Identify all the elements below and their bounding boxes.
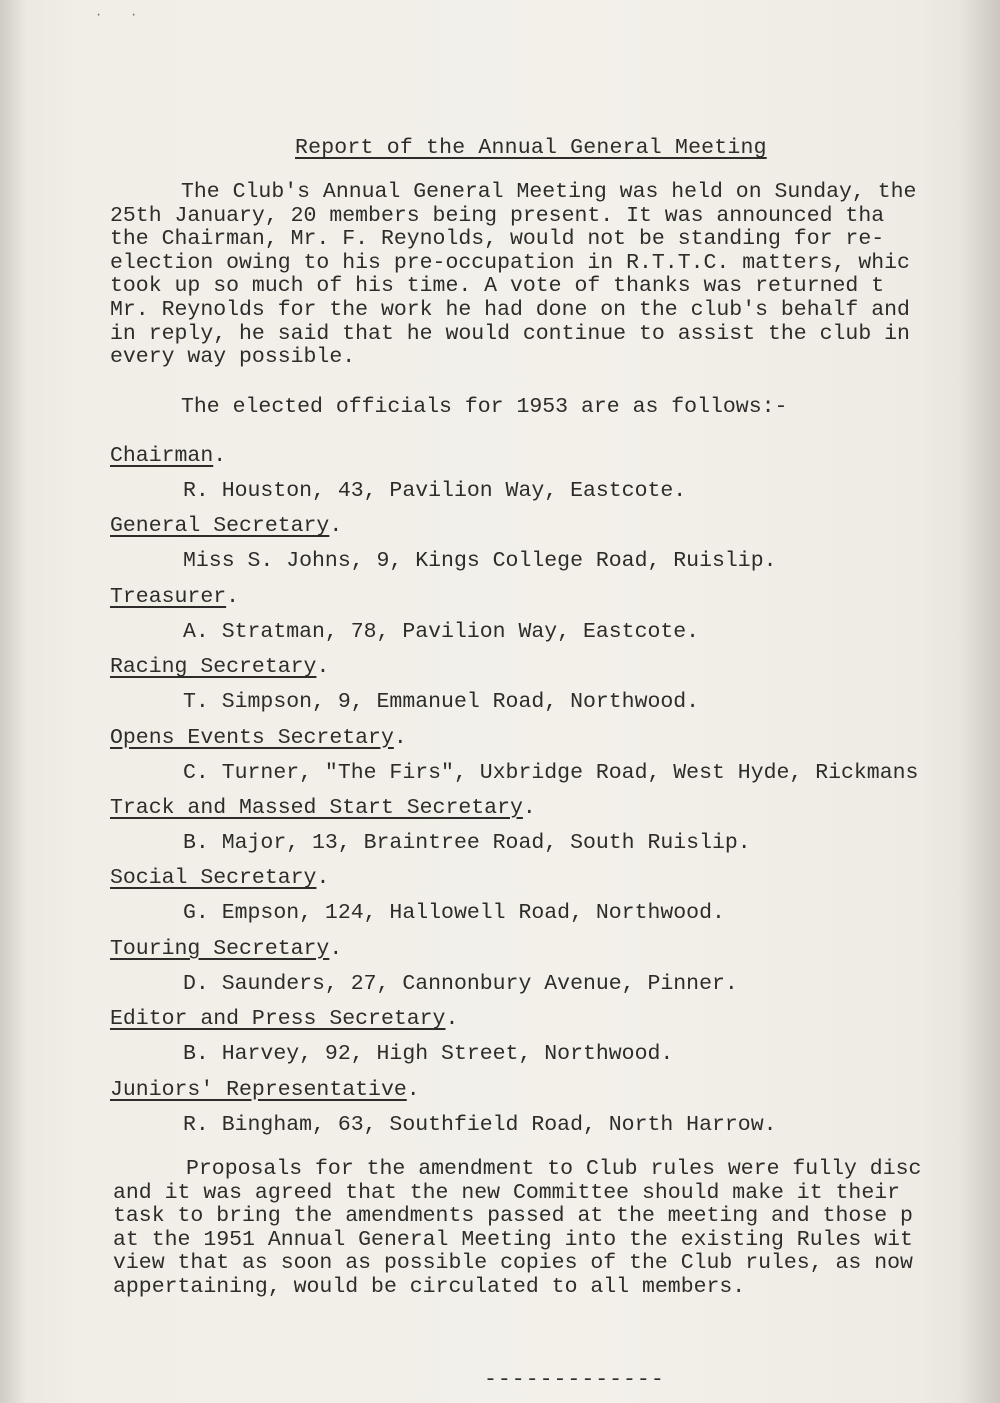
paragraph-line: The Club's Annual General Meeting was held on Sunday, the: [181, 180, 917, 204]
official-role: Treasurer.: [110, 584, 240, 609]
official-entry: [110, 1078, 1000, 1148]
paragraph-line: 25th January, 20 members being present. It was announced tha: [110, 203, 885, 228]
paragraph-rules-amendment: [113, 1158, 1000, 1300]
official-holder: Miss S. Johns, 9, Kings College Road, Ruislip.: [183, 549, 777, 574]
official-role: General Secretary.: [110, 514, 343, 539]
paragraph-line: task to bring the amendments passed at the meeting and those p: [113, 1204, 913, 1229]
paragraph-line: every way possible.: [110, 345, 356, 370]
official-entry: [110, 937, 1000, 1007]
official-holder: R. Bingham, 63, Southfield Road, North Harrow.: [183, 1112, 777, 1137]
official-entry: [110, 444, 1000, 514]
official-holder: B. Major, 13, Braintree Road, South Ruislip.: [183, 830, 751, 855]
official-role: Racing Secretary.: [110, 655, 330, 680]
official-holder: B. Harvey, 92, High Street, Northwood.: [183, 1042, 674, 1067]
official-entry: [110, 726, 1000, 796]
paragraph-line: Proposals for the amendment to Club rules were fully disc: [186, 1157, 922, 1181]
official-entry: [110, 514, 1000, 584]
official-role: Editor and Press Secretary.: [110, 1007, 459, 1032]
paragraph-line: and it was agreed that the new Committee should make it their: [113, 1180, 901, 1205]
paragraph-line: view that as soon as possible copies of the Club rules, as now: [113, 1251, 913, 1276]
official-role: Chairman.: [110, 444, 227, 468]
paragraph-line: in reply, he said that he would continue to assist the club in: [110, 321, 910, 346]
official-entry: [110, 1007, 1000, 1077]
paper-speck: ·: [95, 8, 103, 22]
section-separator: -------------: [484, 1368, 665, 1392]
official-role: Juniors' Representative.: [110, 1077, 420, 1102]
official-role: Track and Massed Start Secretary.: [110, 795, 536, 820]
official-holder: A. Stratman, 78, Pavilion Way, Eastcote.: [183, 619, 700, 644]
official-holder: D. Saunders, 27, Cannonbury Avenue, Pinner.: [183, 971, 738, 996]
official-entry: [110, 796, 1000, 866]
paragraph-line: Mr. Reynolds for the work he had done on the club's behalf and: [110, 297, 910, 322]
official-holder: T. Simpson, 9, Emmanuel Road, Northwood.: [183, 690, 700, 715]
report-title: Report of the Annual General Meeting: [295, 136, 767, 160]
official-entry: [110, 655, 1000, 725]
paragraph-line: election owing to his pre-occupation in R.T.T.C. matters, whic: [110, 250, 910, 275]
paper-speck: ·: [130, 8, 138, 22]
paragraph-line: the Chairman, Mr. F. Reynolds, would not be standing for re-: [110, 227, 885, 252]
paragraph-line: appertaining, would be circulated to all members.: [113, 1274, 746, 1299]
official-holder: C. Turner, "The Firs", Uxbridge Road, West Hyde, Rickmans: [183, 760, 919, 785]
official-entry: [110, 585, 1000, 655]
official-role: Social Secretary.: [110, 866, 330, 891]
paragraph-line: at the 1951 Annual General Meeting into the existing Rules wit: [113, 1227, 913, 1252]
officials-list: [110, 444, 1000, 1148]
official-role: Touring Secretary.: [110, 936, 343, 961]
official-role: Opens Events Secretary.: [110, 725, 407, 750]
official-entry: [110, 866, 1000, 936]
paragraph-line: took up so much of his time. A vote of thanks was returned t: [110, 274, 885, 299]
officials-intro: The elected officials for 1953 are as follows:-: [181, 395, 788, 419]
official-holder: G. Empson, 124, Hallowell Road, Northwood.: [183, 901, 725, 926]
paragraph-meeting-summary: [110, 181, 1000, 370]
official-holder: R. Houston, 43, Pavilion Way, Eastcote.: [183, 479, 687, 503]
